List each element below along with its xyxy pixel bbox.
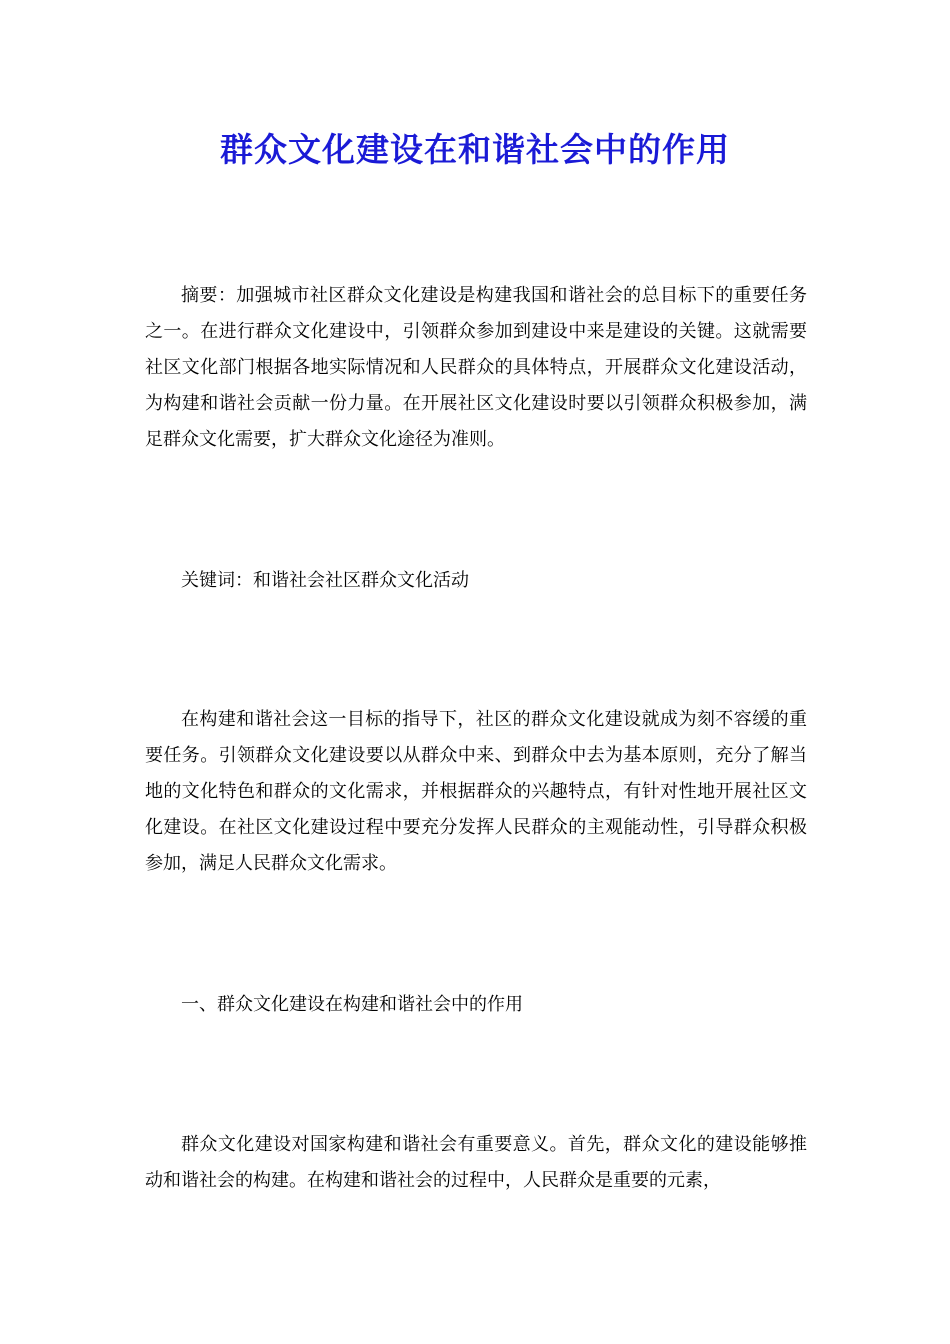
keywords-paragraph: 关键词：和谐社会社区群众文化活动 bbox=[181, 570, 469, 591]
document-title: 群众文化建设在和谐社会中的作用 bbox=[220, 130, 730, 169]
intro-paragraph: 在构建和谐社会这一目标的指导下，社区的群众文化建设就成为刻不容缓的重要任务。引领群众文化建设要以从群众中来、到群众中去为基本原则，充分了解当地的文化特色和群众的文化需求，并根据群众的兴趣特点，有针对性地开展社区文化建设。在社区文化建设过程中要充分发挥人民群众的主观能动性，引导群众积极参加，满足人民群众文化需求。 bbox=[145, 709, 807, 874]
abstract-paragraph: 摘要：加强城市社区群众文化建设是构建我国和谐社会的总目标下的重要任务之一。在进行群众文化建设中，引领群众参加到建设中来是建设的关键。这就需要社区文化部门根据各地实际情况和人民群众的具体特点，开展群众文化建设活动，为构建和谐社会贡献一份力量。在开展社区文化建设时要以引领群众积极参加，满足群众文化需要，扩大群众文化途径为准则。 bbox=[145, 285, 807, 450]
section-heading-1: 一、群众文化建设在构建和谐社会中的作用 bbox=[181, 994, 523, 1015]
section-1-paragraph: 群众文化建设对国家构建和谐社会有重要意义。首先，群众文化的建设能够推动和谐社会的构建。在构建和谐社会的过程中，人民群众是重要的元素， bbox=[145, 1134, 807, 1191]
